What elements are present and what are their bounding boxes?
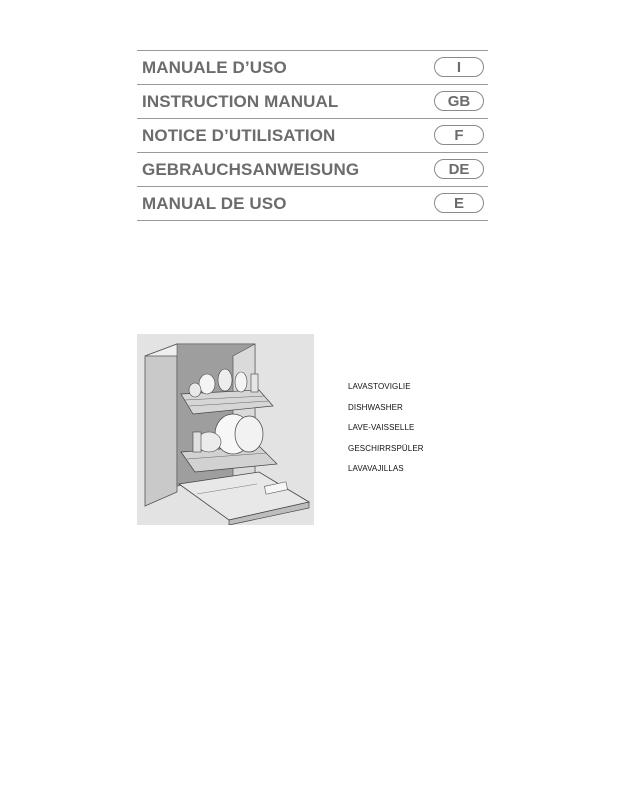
manual-title: MANUALE D’USO	[142, 58, 287, 77]
manual-title: NOTICE D’UTILISATION	[142, 126, 336, 145]
product-name: LAVASTOVIGLIE	[348, 382, 411, 391]
product-name-list	[348, 382, 424, 485]
language-code-badge: I	[434, 57, 484, 77]
product-name: LAVE-VAISSELLE	[348, 423, 415, 432]
title-row-gb	[137, 85, 488, 119]
language-code-badge: E	[434, 193, 484, 213]
manual-title: GEBRAUCHSANWEISUNG	[142, 160, 360, 179]
title-row-fr	[137, 119, 488, 153]
product-name: DISHWASHER	[348, 402, 403, 412]
product-name: GESCHIRRSPÜLER	[348, 443, 424, 453]
language-code-badge: GB	[434, 91, 484, 111]
language-code-badge: F	[434, 125, 484, 145]
language-code-badge: DE	[434, 159, 484, 179]
dishwasher-drawing	[137, 334, 314, 525]
language-title-table	[137, 50, 488, 221]
manual-title: MANUAL DE USO	[142, 194, 287, 213]
title-row-es	[137, 187, 488, 221]
title-row-it	[137, 51, 488, 85]
title-row-de	[137, 153, 488, 187]
dishwasher-illustration	[137, 334, 314, 525]
product-name: LAVAVAJILLAS	[348, 464, 404, 473]
manual-title: INSTRUCTION MANUAL	[142, 92, 339, 111]
